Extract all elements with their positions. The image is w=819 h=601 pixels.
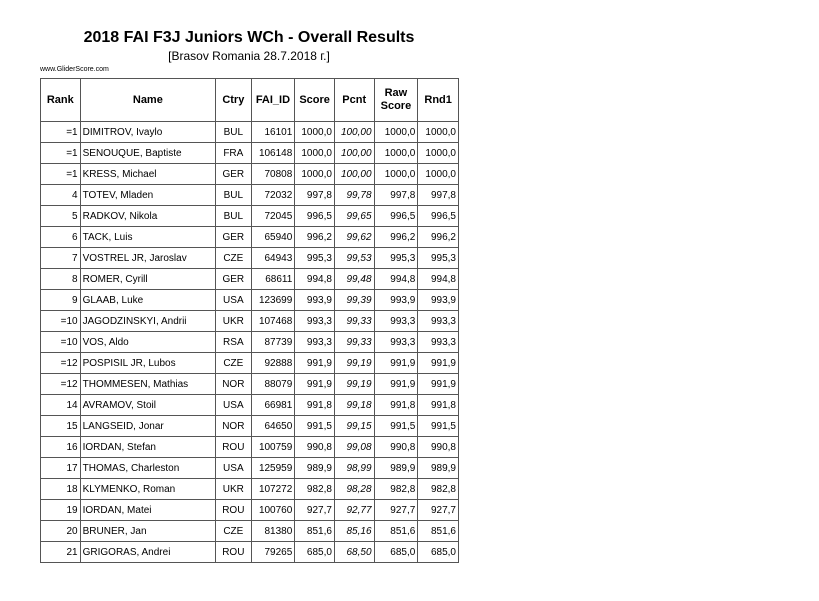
cell-fai-id: 16101 (251, 122, 295, 143)
cell-score: 927,7 (295, 500, 335, 521)
table-row (41, 353, 459, 374)
col-header-pcnt: Pcnt (334, 79, 374, 122)
header-row (41, 79, 459, 122)
cell-country: UKR (216, 479, 251, 500)
cell-country: ROU (216, 437, 251, 458)
table-row (41, 479, 459, 500)
cell-name: LANGSEID, Jonar (80, 416, 216, 437)
table-row (41, 395, 459, 416)
cell-rnd1: 927,7 (418, 500, 459, 521)
col-header-rnd1: Rnd1 (418, 79, 459, 122)
cell-pcnt: 99,33 (334, 332, 374, 353)
cell-pcnt: 99,15 (334, 416, 374, 437)
cell-country: USA (216, 458, 251, 479)
cell-name: KRESS, Michael (80, 164, 216, 185)
cell-rank: 8 (41, 269, 81, 290)
cell-pcnt: 68,50 (334, 542, 374, 563)
cell-rnd1: 996,5 (418, 206, 459, 227)
event-subtitle: [Brasov Romania 28.7.2018 г.] (168, 49, 330, 63)
cell-fai-id: 125959 (251, 458, 295, 479)
cell-raw-score: 997,8 (374, 185, 418, 206)
cell-rank: =10 (41, 311, 81, 332)
cell-country: CZE (216, 353, 251, 374)
table-row (41, 416, 459, 437)
cell-name: BRUNER, Jan (80, 521, 216, 542)
cell-country: BUL (216, 122, 251, 143)
cell-pcnt: 98,99 (334, 458, 374, 479)
cell-fai-id: 92888 (251, 353, 295, 374)
cell-name: TACK, Luis (80, 227, 216, 248)
cell-name: GLAAB, Luke (80, 290, 216, 311)
cell-rank: 21 (41, 542, 81, 563)
col-header-ctry: Ctry (216, 79, 251, 122)
table-row (41, 122, 459, 143)
cell-rnd1: 990,8 (418, 437, 459, 458)
cell-rank: =1 (41, 122, 81, 143)
cell-fai-id: 123699 (251, 290, 295, 311)
cell-rank: =1 (41, 164, 81, 185)
cell-country: GER (216, 164, 251, 185)
cell-raw-score: 1000,0 (374, 122, 418, 143)
cell-score: 991,9 (295, 353, 335, 374)
cell-country: USA (216, 290, 251, 311)
cell-pcnt: 100,00 (334, 164, 374, 185)
cell-score: 982,8 (295, 479, 335, 500)
cell-rank: 7 (41, 248, 81, 269)
cell-name: ROMER, Cyrill (80, 269, 216, 290)
cell-score: 1000,0 (295, 143, 335, 164)
table-row (41, 374, 459, 395)
cell-fai-id: 79265 (251, 542, 295, 563)
cell-score: 996,5 (295, 206, 335, 227)
cell-name: JAGODZINSKYI, Andrii (80, 311, 216, 332)
table-row (41, 269, 459, 290)
cell-name: SENOUQUE, Baptiste (80, 143, 216, 164)
cell-rank: 4 (41, 185, 81, 206)
cell-rnd1: 685,0 (418, 542, 459, 563)
col-header-name: Name (80, 79, 216, 122)
cell-rnd1: 991,9 (418, 353, 459, 374)
col-header-raw-score (374, 79, 418, 122)
cell-country: RSA (216, 332, 251, 353)
cell-fai-id: 65940 (251, 227, 295, 248)
table-row (41, 227, 459, 248)
cell-rnd1: 996,2 (418, 227, 459, 248)
cell-name: IORDAN, Stefan (80, 437, 216, 458)
cell-score: 685,0 (295, 542, 335, 563)
cell-rank: 14 (41, 395, 81, 416)
cell-raw-score: 993,3 (374, 311, 418, 332)
table-row (41, 500, 459, 521)
cell-country: BUL (216, 185, 251, 206)
page-title: 2018 FAI F3J Juniors WCh - Overall Results (83, 29, 415, 46)
table-row (41, 143, 459, 164)
cell-rank: =12 (41, 353, 81, 374)
cell-rank: 5 (41, 206, 81, 227)
cell-rnd1: 993,3 (418, 332, 459, 353)
cell-country: FRA (216, 143, 251, 164)
table-row (41, 521, 459, 542)
cell-fai-id: 66981 (251, 395, 295, 416)
cell-score: 851,6 (295, 521, 335, 542)
cell-raw-score: 991,8 (374, 395, 418, 416)
cell-rank: =1 (41, 143, 81, 164)
cell-score: 993,9 (295, 290, 335, 311)
cell-country: NOR (216, 416, 251, 437)
cell-name: THOMAS, Charleston (80, 458, 216, 479)
cell-name: RADKOV, Nikola (80, 206, 216, 227)
cell-fai-id: 100759 (251, 437, 295, 458)
cell-raw-score: 995,3 (374, 248, 418, 269)
cell-rank: 9 (41, 290, 81, 311)
cell-score: 1000,0 (295, 164, 335, 185)
cell-name: THOMMESEN, Mathias (80, 374, 216, 395)
cell-fai-id: 64943 (251, 248, 295, 269)
cell-rnd1: 994,8 (418, 269, 459, 290)
table-row (41, 542, 459, 563)
cell-fai-id: 68611 (251, 269, 295, 290)
cell-score: 990,8 (295, 437, 335, 458)
cell-rnd1: 991,5 (418, 416, 459, 437)
cell-name: AVRAMOV, Stoil (80, 395, 216, 416)
cell-fai-id: 106148 (251, 143, 295, 164)
cell-score: 996,2 (295, 227, 335, 248)
table-row (41, 311, 459, 332)
cell-rank: 18 (41, 479, 81, 500)
table-row (41, 458, 459, 479)
cell-pcnt: 99,08 (334, 437, 374, 458)
cell-raw-score: 927,7 (374, 500, 418, 521)
cell-pcnt: 99,62 (334, 227, 374, 248)
website-label: www.GliderScore.com (40, 66, 109, 73)
cell-rnd1: 995,3 (418, 248, 459, 269)
cell-rnd1: 1000,0 (418, 164, 459, 185)
cell-fai-id: 70808 (251, 164, 295, 185)
cell-rank: 19 (41, 500, 81, 521)
cell-country: USA (216, 395, 251, 416)
results-table (40, 78, 459, 563)
cell-fai-id: 107468 (251, 311, 295, 332)
cell-raw-score: 685,0 (374, 542, 418, 563)
cell-country: UKR (216, 311, 251, 332)
cell-pcnt: 85,16 (334, 521, 374, 542)
cell-rnd1: 982,8 (418, 479, 459, 500)
cell-rnd1: 991,8 (418, 395, 459, 416)
results-body (41, 122, 459, 563)
cell-fai-id: 107272 (251, 479, 295, 500)
cell-pcnt: 100,00 (334, 122, 374, 143)
cell-raw-score: 991,9 (374, 353, 418, 374)
cell-pcnt: 99,33 (334, 311, 374, 332)
cell-rnd1: 1000,0 (418, 122, 459, 143)
cell-country: CZE (216, 248, 251, 269)
cell-score: 991,5 (295, 416, 335, 437)
cell-score: 993,3 (295, 311, 335, 332)
cell-score: 997,8 (295, 185, 335, 206)
cell-fai-id: 72032 (251, 185, 295, 206)
cell-score: 993,3 (295, 332, 335, 353)
table-row (41, 332, 459, 353)
cell-raw-score: 982,8 (374, 479, 418, 500)
cell-country: GER (216, 227, 251, 248)
cell-rank: 20 (41, 521, 81, 542)
cell-pcnt: 99,78 (334, 185, 374, 206)
cell-pcnt: 99,19 (334, 374, 374, 395)
cell-raw-score: 851,6 (374, 521, 418, 542)
cell-pcnt: 100,00 (334, 143, 374, 164)
cell-name: VOS, Aldo (80, 332, 216, 353)
col-header-rank: Rank (41, 79, 81, 122)
cell-score: 994,8 (295, 269, 335, 290)
cell-rank: =10 (41, 332, 81, 353)
cell-raw-score: 990,8 (374, 437, 418, 458)
cell-pcnt: 98,28 (334, 479, 374, 500)
cell-pcnt: 99,65 (334, 206, 374, 227)
cell-raw-score: 1000,0 (374, 164, 418, 185)
cell-score: 989,9 (295, 458, 335, 479)
cell-name: POSPISIL JR, Lubos (80, 353, 216, 374)
cell-rank: 16 (41, 437, 81, 458)
cell-name: GRIGORAS, Andrei (80, 542, 216, 563)
cell-country: BUL (216, 206, 251, 227)
cell-score: 991,9 (295, 374, 335, 395)
cell-pcnt: 99,39 (334, 290, 374, 311)
cell-pcnt: 99,48 (334, 269, 374, 290)
cell-raw-score: 996,2 (374, 227, 418, 248)
table-row (41, 164, 459, 185)
cell-country: ROU (216, 542, 251, 563)
cell-name: KLYMENKO, Roman (80, 479, 216, 500)
cell-fai-id: 64650 (251, 416, 295, 437)
cell-raw-score: 993,3 (374, 332, 418, 353)
table-row (41, 290, 459, 311)
cell-name: IORDAN, Matei (80, 500, 216, 521)
cell-score: 1000,0 (295, 122, 335, 143)
cell-name: TOTEV, Mladen (80, 185, 216, 206)
cell-rank: 17 (41, 458, 81, 479)
cell-name: VOSTREL JR, Jaroslav (80, 248, 216, 269)
cell-rank: 6 (41, 227, 81, 248)
cell-rank: 15 (41, 416, 81, 437)
col-header-score: Score (295, 79, 335, 122)
cell-raw-score: 993,9 (374, 290, 418, 311)
cell-rnd1: 851,6 (418, 521, 459, 542)
cell-rnd1: 989,9 (418, 458, 459, 479)
cell-fai-id: 88079 (251, 374, 295, 395)
col-header-fai-id: FAI_ID (251, 79, 295, 122)
raw-label-line2: Score (380, 100, 412, 112)
table-row (41, 437, 459, 458)
cell-raw-score: 991,5 (374, 416, 418, 437)
cell-rnd1: 1000,0 (418, 143, 459, 164)
cell-pcnt: 99,18 (334, 395, 374, 416)
cell-raw-score: 994,8 (374, 269, 418, 290)
table-row (41, 185, 459, 206)
cell-raw-score: 1000,0 (374, 143, 418, 164)
cell-rnd1: 991,9 (418, 374, 459, 395)
cell-pcnt: 92,77 (334, 500, 374, 521)
cell-score: 991,8 (295, 395, 335, 416)
cell-rnd1: 993,9 (418, 290, 459, 311)
cell-fai-id: 81380 (251, 521, 295, 542)
cell-rank: =12 (41, 374, 81, 395)
cell-fai-id: 100760 (251, 500, 295, 521)
cell-country: GER (216, 269, 251, 290)
cell-country: NOR (216, 374, 251, 395)
cell-name: DIMITROV, Ivaylo (80, 122, 216, 143)
cell-fai-id: 87739 (251, 332, 295, 353)
table-row (41, 248, 459, 269)
cell-raw-score: 996,5 (374, 206, 418, 227)
cell-pcnt: 99,19 (334, 353, 374, 374)
cell-rnd1: 993,3 (418, 311, 459, 332)
cell-pcnt: 99,53 (334, 248, 374, 269)
cell-raw-score: 991,9 (374, 374, 418, 395)
cell-fai-id: 72045 (251, 206, 295, 227)
cell-score: 995,3 (295, 248, 335, 269)
cell-country: ROU (216, 500, 251, 521)
raw-label-line1: Raw (384, 87, 408, 99)
cell-raw-score: 989,9 (374, 458, 418, 479)
cell-rnd1: 997,8 (418, 185, 459, 206)
table-row (41, 206, 459, 227)
cell-country: CZE (216, 521, 251, 542)
